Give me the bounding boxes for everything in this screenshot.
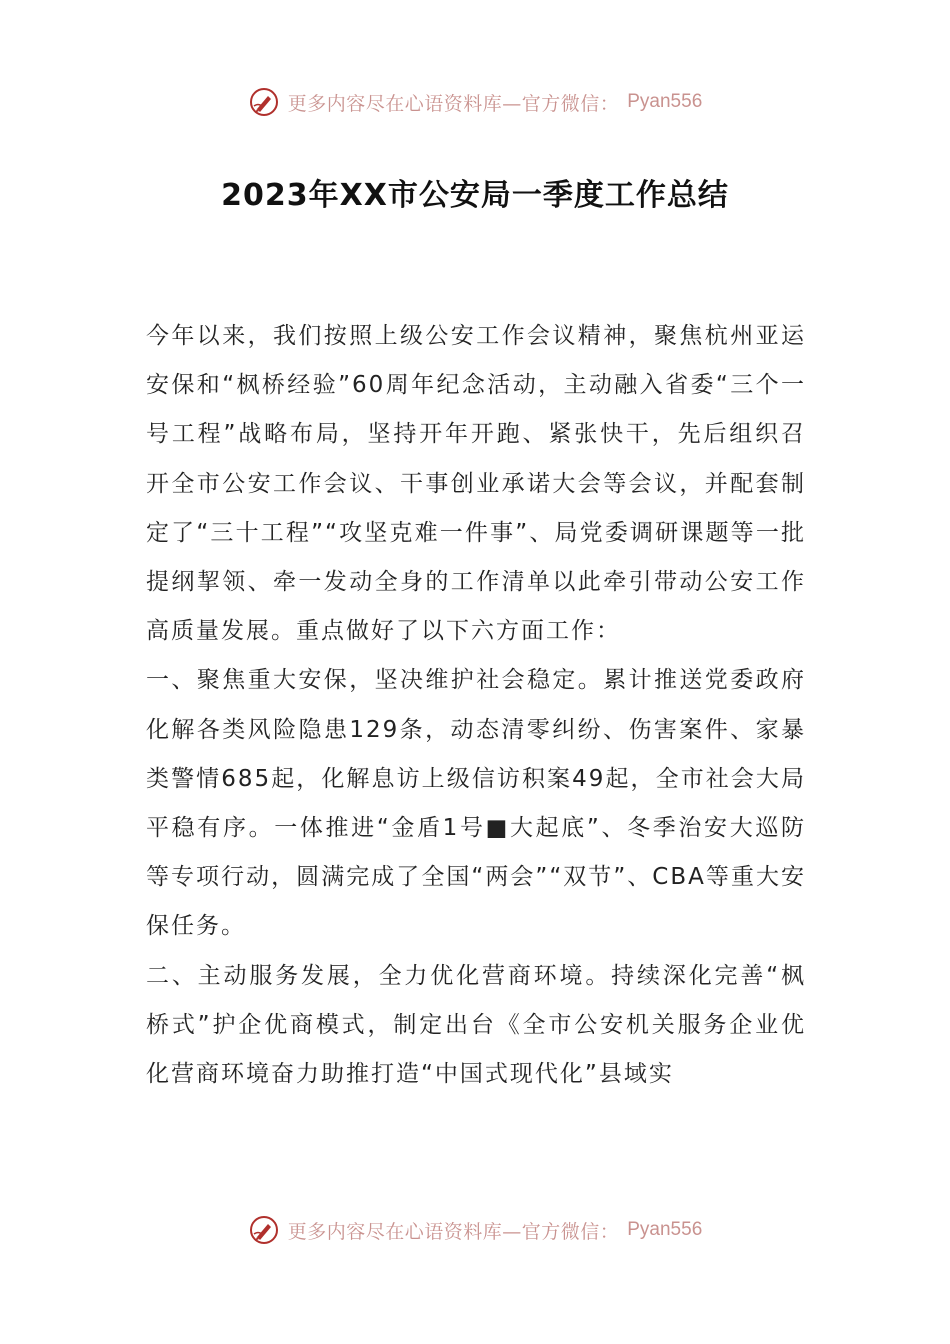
footer-watermark-banner: [0, 1210, 950, 1250]
wechat-id: Pyan556: [627, 1219, 703, 1240]
document-title: 2023年XX市公安局一季度工作总结: [221, 178, 729, 213]
watermark-text: 更多内容尽在心语资料库—官方微信：: [287, 1220, 620, 1243]
fountain-pen-icon: [248, 1214, 280, 1246]
fountain-pen-icon: [248, 86, 280, 118]
paragraph-section-2: 二、主动服务发展，全力优化营商环境。持续深化完善“枫桥式”护企优商模式，制定出台《全市公安机关服务企业优化营商环境奋力助推打造“中国式现代化”县域实: [146, 962, 806, 1088]
watermark-text: 更多内容尽在心语资料库—官方微信：: [287, 92, 620, 115]
paragraph-intro: 今年以来，我们按照上级公安工作会议精神，聚焦杭州亚运安保和“枫桥经验”60周年纪念活动，主动融入省委“三个一号工程”战略布局，坚持开年开跑、紧张快干，先后组织召开全市公安工作会议、干事创业承诺大会等会议，并配套制定了“三十工程”“攻坚克难一件事”、局党委调研课题等一批提纲挈领、牵一发动全身的工作清单以此牵引带动公安工作高质量发展。重点做好了以下六方面工作：: [146, 323, 806, 645]
wechat-id: Pyan556: [627, 91, 703, 112]
document-body: [146, 312, 806, 1099]
header-watermark-banner: [0, 82, 950, 122]
paragraph-section-1: 一、聚焦重大安保，坚决维护社会稳定。累计推送党委政府化解各类风险隐患129条，动态清零纠纷、伤害案件、家暴类警情685起，化解息访上级信访积案49起，全市社会大局平稳有序。一体推进“金盾1号■大起底”、冬季治安大巡防等专项行动，圆满完成了全国“两会”“双节”、CBA等重大安保任务。: [146, 667, 806, 940]
